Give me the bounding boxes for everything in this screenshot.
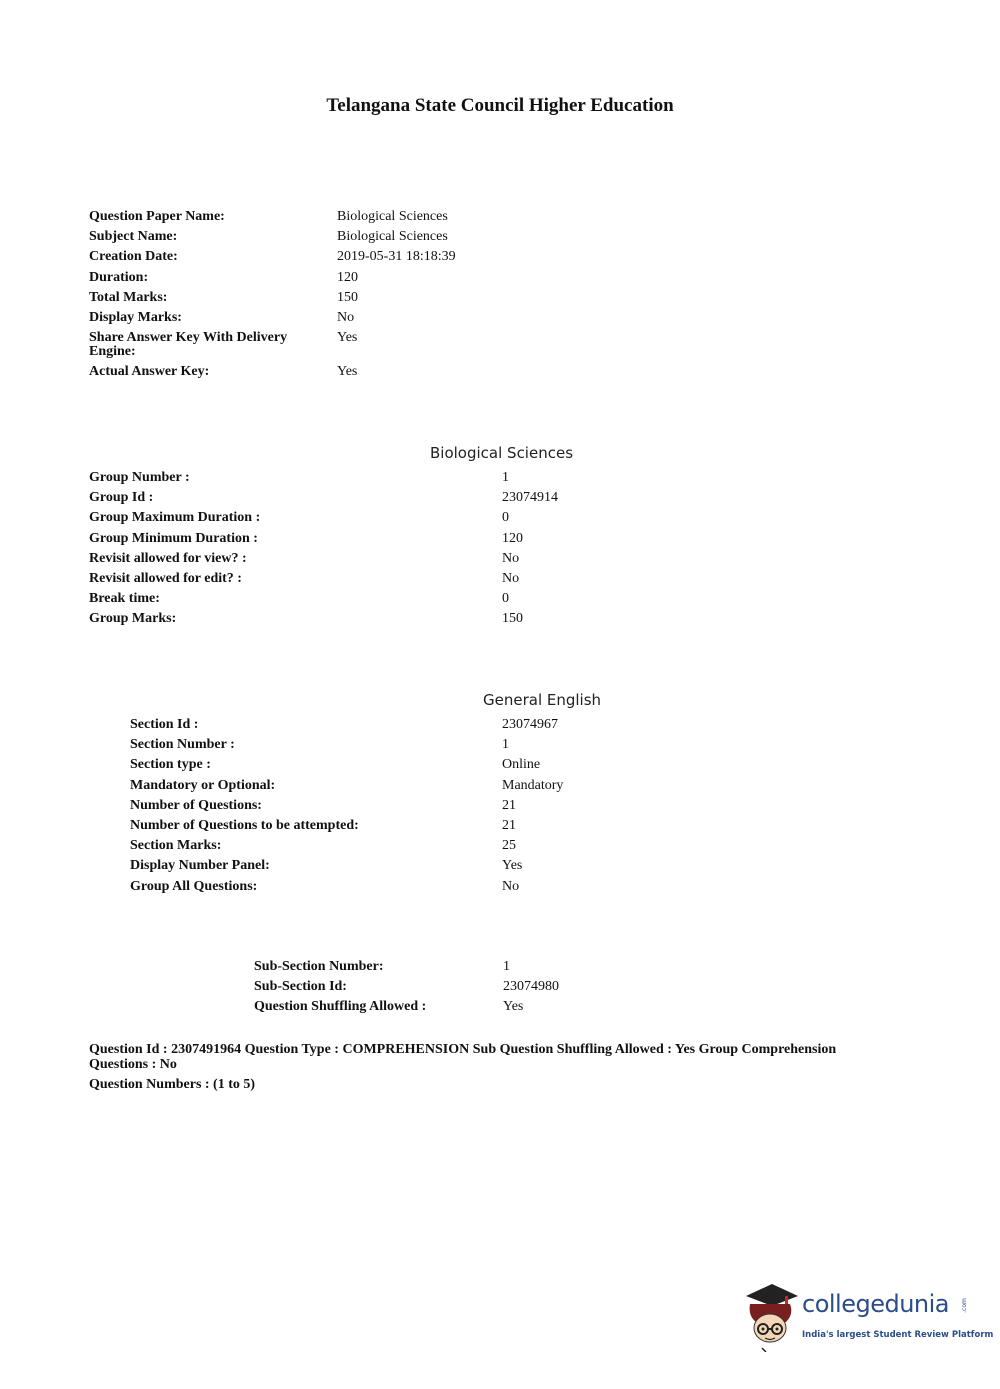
field-value: No bbox=[337, 309, 355, 325]
field-value: Yes bbox=[337, 364, 358, 380]
sub-section-info-table bbox=[254, 957, 654, 1018]
section-info-row bbox=[130, 776, 690, 796]
field-label: Section Number : bbox=[130, 737, 235, 753]
field-label: Sub-Section Number: bbox=[254, 959, 384, 974]
field-value: Biological Sciences bbox=[337, 209, 448, 224]
field-label: Subject Name: bbox=[89, 229, 178, 245]
field-label: Number of Questions to be attempted: bbox=[130, 817, 359, 833]
field-label: Group Marks: bbox=[89, 611, 177, 627]
field-label: Duration: bbox=[89, 269, 149, 285]
question-meta-line: Question Id : 2307491964 Question Type : COMPREHENSION Sub Question Shuffling Allowed : Yes Group Comprehension Questions : No bbox=[89, 1042, 837, 1072]
question-numbers: Question Numbers : (1 to 5) bbox=[89, 1077, 256, 1092]
field-value: 2019-05-31 18:18:39 bbox=[337, 249, 456, 265]
field-value: Online bbox=[502, 757, 541, 773]
group-heading: Biological Sciences bbox=[430, 444, 574, 462]
question-meta bbox=[89, 1043, 889, 1099]
field-label: Group Minimum Duration : bbox=[89, 530, 258, 546]
field-label: Break time: bbox=[89, 591, 160, 607]
field-value: 23074980 bbox=[503, 979, 559, 995]
field-value: No bbox=[502, 570, 520, 586]
sub-section-info-row bbox=[254, 957, 654, 977]
field-value: 0 bbox=[502, 591, 509, 607]
paper-info-table bbox=[89, 207, 589, 382]
group-info-row bbox=[89, 609, 689, 629]
field-label: Question Shuffling Allowed : bbox=[254, 999, 427, 1015]
section-info-row bbox=[130, 836, 690, 856]
field-label: Share Answer Key With Delivery Engine: bbox=[89, 330, 288, 360]
field-label: Actual Answer Key: bbox=[89, 364, 210, 380]
field-label: Group All Questions: bbox=[130, 878, 258, 894]
field-value: Yes bbox=[502, 858, 523, 874]
section-info-row bbox=[130, 715, 690, 735]
paper-info-row bbox=[89, 207, 589, 227]
collegedunia-logo bbox=[742, 1282, 994, 1352]
section-info-row bbox=[130, 755, 690, 775]
section-info-row bbox=[130, 856, 690, 876]
field-label: Section Id : bbox=[130, 717, 199, 732]
field-value: 150 bbox=[502, 611, 523, 627]
section-info-table bbox=[130, 715, 690, 897]
field-value: 150 bbox=[337, 289, 358, 305]
section-info-row bbox=[130, 796, 690, 816]
field-value: 21 bbox=[502, 817, 516, 833]
field-value: 120 bbox=[337, 269, 358, 285]
field-label: Display Marks: bbox=[89, 309, 182, 325]
field-label: Mandatory or Optional: bbox=[130, 777, 276, 793]
logo-domain-suffix: .com bbox=[960, 1298, 968, 1313]
field-label: Display Number Panel: bbox=[130, 858, 270, 874]
field-value: No bbox=[502, 878, 520, 894]
paper-info-row bbox=[89, 247, 589, 267]
section-info-row bbox=[130, 877, 690, 897]
section-info-row bbox=[130, 816, 690, 836]
logo-tagline: India's largest Student Review Platform bbox=[802, 1330, 994, 1340]
group-info-row bbox=[89, 529, 689, 549]
paper-info-row bbox=[89, 288, 589, 308]
sub-section-info-row bbox=[254, 997, 654, 1017]
logo-wordmark: collegedunia bbox=[802, 1290, 950, 1318]
field-label: Section Marks: bbox=[130, 838, 222, 854]
field-label: Section type : bbox=[130, 757, 211, 773]
group-info-row bbox=[89, 488, 689, 508]
field-label: Group Number : bbox=[89, 470, 190, 485]
field-label: Revisit allowed for view? : bbox=[89, 550, 247, 566]
field-value: 1 bbox=[502, 470, 509, 485]
page-title: Telangana State Council Higher Education bbox=[326, 95, 674, 116]
field-value: 1 bbox=[502, 737, 509, 753]
field-label: Number of Questions: bbox=[130, 797, 262, 813]
field-label: Question Paper Name: bbox=[89, 209, 225, 224]
paper-info-row bbox=[89, 268, 589, 288]
field-value: Yes bbox=[337, 330, 358, 346]
field-label: Creation Date: bbox=[89, 249, 178, 265]
field-value: 120 bbox=[502, 530, 523, 546]
field-value: 1 bbox=[503, 959, 510, 974]
field-label: Total Marks: bbox=[89, 289, 168, 305]
section-heading: General English bbox=[483, 691, 602, 709]
field-label: Revisit allowed for edit? : bbox=[89, 570, 242, 586]
paper-info-row bbox=[89, 227, 589, 247]
group-info-row bbox=[89, 569, 689, 589]
field-value: Biological Sciences bbox=[337, 229, 448, 245]
paper-info-row bbox=[89, 328, 589, 362]
field-label: Group Maximum Duration : bbox=[89, 510, 261, 526]
group-info-table bbox=[89, 468, 689, 630]
group-info-row bbox=[89, 508, 689, 528]
group-info-row bbox=[89, 549, 689, 569]
field-value: No bbox=[502, 550, 520, 566]
field-value: 25 bbox=[502, 838, 516, 854]
mascot-graduate-icon bbox=[742, 1282, 800, 1352]
group-info-row bbox=[89, 468, 689, 488]
field-value: 0 bbox=[502, 510, 509, 526]
group-info-row bbox=[89, 589, 689, 609]
field-value: 23074914 bbox=[502, 490, 558, 506]
field-value: 21 bbox=[502, 797, 516, 813]
paper-info-row bbox=[89, 362, 589, 382]
field-value: 23074967 bbox=[502, 717, 558, 732]
section-info-row bbox=[130, 735, 690, 755]
field-value: Mandatory bbox=[502, 777, 564, 793]
field-value: Yes bbox=[503, 999, 524, 1015]
paper-info-row bbox=[89, 308, 589, 328]
field-label: Sub-Section Id: bbox=[254, 979, 347, 995]
field-label: Group Id : bbox=[89, 490, 154, 506]
sub-section-info-row bbox=[254, 977, 654, 997]
